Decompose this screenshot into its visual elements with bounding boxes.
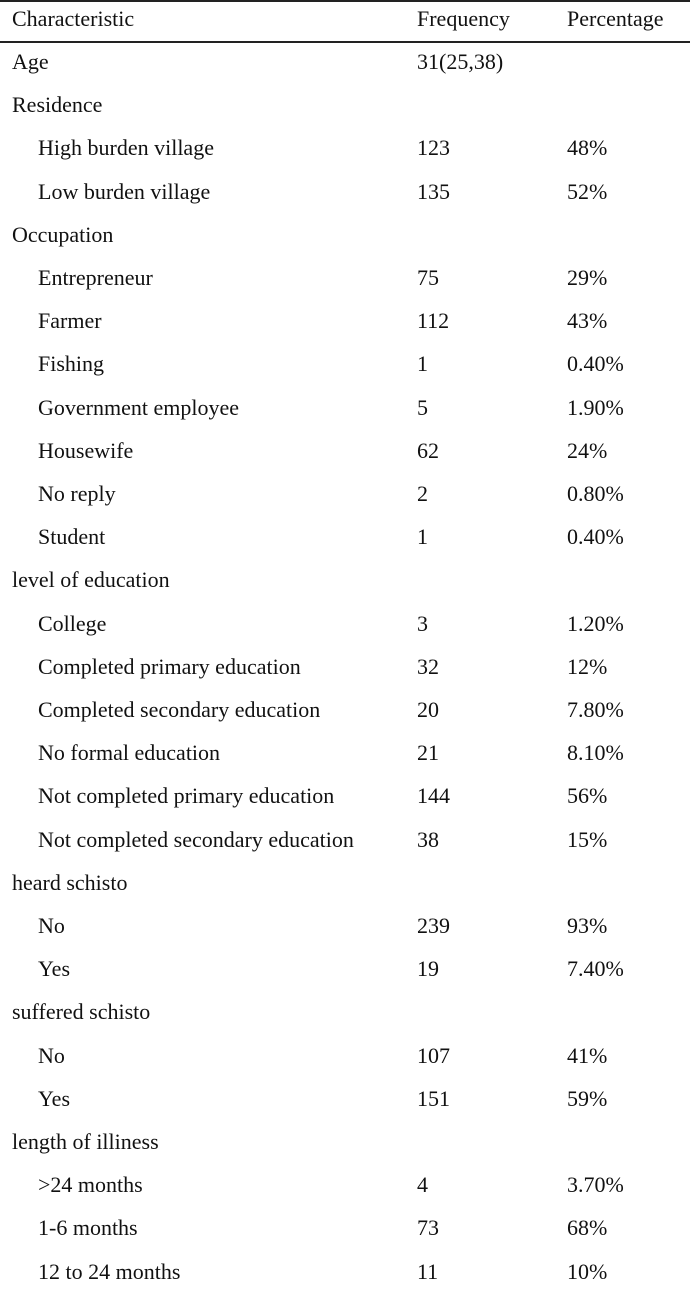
table-row: [0, 389, 690, 432]
row-frequency: 38: [417, 826, 439, 852]
table-row: [0, 907, 690, 950]
row-percentage: 68%: [567, 1215, 608, 1241]
row-percentage: 56%: [567, 783, 608, 809]
row-label: Not completed primary education: [38, 783, 335, 809]
row-percentage: 29%: [567, 265, 608, 290]
row-percentage: 3.70%: [567, 1172, 624, 1198]
row-frequency: 11: [417, 1258, 439, 1284]
row-frequency: 123: [417, 135, 450, 161]
table-row: [0, 605, 690, 648]
row-label: Government employee: [38, 394, 239, 420]
row-label: Student: [38, 524, 106, 550]
section-label: length of illiness: [12, 1129, 159, 1154]
row-frequency: 144: [417, 783, 450, 809]
table-row: [0, 691, 690, 734]
table-row: [0, 475, 690, 518]
row-percentage: 7.40%: [567, 956, 624, 982]
table-row: [0, 216, 690, 259]
row-frequency: 2: [417, 481, 428, 506]
row-frequency: 73: [417, 1215, 439, 1241]
table-row: [0, 561, 690, 604]
row-label: Yes: [38, 1085, 71, 1111]
row-label: Entrepreneur: [38, 265, 153, 290]
row-label: Completed primary education: [38, 653, 301, 679]
row-percentage: 52%: [567, 178, 608, 204]
table-row: [0, 43, 690, 86]
row-percentage: 0.40%: [567, 351, 624, 377]
table-row: [0, 1209, 690, 1252]
row-frequency: 75: [417, 265, 439, 290]
table-row: [0, 1253, 690, 1296]
row-frequency: 31(25,38): [417, 49, 504, 74]
row-percentage: 43%: [567, 308, 608, 334]
row-frequency: 1: [417, 351, 428, 377]
row-frequency: 62: [417, 437, 439, 463]
row-frequency: 32: [417, 653, 439, 679]
row-frequency: 107: [417, 1042, 450, 1068]
row-label: No: [38, 1042, 65, 1068]
header-frequency: Frequency: [417, 6, 510, 31]
row-label: No: [38, 913, 65, 938]
row-label: 1-6 months: [38, 1215, 138, 1241]
table-row: [0, 302, 690, 345]
table-row: [0, 518, 690, 561]
row-frequency: 135: [417, 178, 450, 204]
table-row: [0, 1166, 690, 1209]
section-label: suffered schisto: [12, 999, 151, 1025]
row-percentage: 41%: [567, 1042, 608, 1068]
row-percentage: 12%: [567, 653, 608, 679]
row-percentage: 93%: [567, 913, 608, 938]
table-row: [0, 777, 690, 820]
table-row: [0, 821, 690, 864]
row-percentage: 15%: [567, 826, 608, 852]
table-row: [0, 432, 690, 475]
row-frequency: 151: [417, 1085, 450, 1111]
table-row: [0, 993, 690, 1036]
table-row: [0, 86, 690, 129]
row-percentage: 1.20%: [567, 610, 624, 636]
row-frequency: 3: [417, 610, 428, 636]
table-row: [0, 173, 690, 216]
header-characteristic: Characteristic: [12, 6, 135, 31]
section-label: level of education: [12, 567, 170, 593]
table-row: [0, 1123, 690, 1166]
row-frequency: 20: [417, 697, 439, 722]
row-percentage: 59%: [567, 1085, 608, 1111]
section-label: Residence: [12, 92, 103, 118]
header-percentage: Percentage: [567, 6, 664, 31]
table-row: [0, 1037, 690, 1080]
row-label: 12 to 24 months: [38, 1258, 181, 1284]
row-label: High burden village: [38, 135, 214, 161]
table-row: [0, 734, 690, 777]
table-row: [0, 259, 690, 302]
row-percentage: 24%: [567, 437, 608, 463]
row-frequency: 4: [417, 1172, 428, 1198]
row-percentage: 7.80%: [567, 697, 624, 722]
row-label: Not completed secondary education: [38, 826, 354, 852]
row-label: Fishing: [38, 351, 105, 377]
row-frequency: 21: [417, 740, 439, 766]
row-percentage: 48%: [567, 135, 608, 161]
section-label: heard schisto: [12, 869, 128, 895]
section-label: Age: [12, 49, 49, 74]
row-label: No formal education: [38, 740, 221, 766]
row-frequency: 239: [417, 913, 450, 938]
row-label: College: [38, 610, 107, 636]
row-label: Low burden village: [38, 178, 211, 204]
row-label: >24 months: [38, 1172, 143, 1198]
row-label: Housewife: [38, 437, 134, 463]
row-percentage: 10%: [567, 1258, 608, 1284]
row-label: No reply: [38, 481, 116, 506]
row-frequency: 5: [417, 394, 428, 420]
row-label: Completed secondary education: [38, 697, 321, 722]
row-frequency: 112: [417, 308, 450, 334]
row-percentage: 0.80%: [567, 481, 624, 506]
table-header-row: [0, 0, 690, 43]
table-row: [0, 345, 690, 388]
row-label: Farmer: [38, 308, 102, 334]
row-percentage: 8.10%: [567, 740, 624, 766]
table-row: [0, 950, 690, 993]
table-row: [0, 1080, 690, 1123]
table-row: [0, 864, 690, 907]
section-label: Occupation: [12, 221, 114, 247]
row-percentage: 0.40%: [567, 524, 624, 550]
table-row: [0, 129, 690, 172]
table-row: [0, 648, 690, 691]
row-label: Yes: [38, 956, 71, 982]
row-frequency: 19: [417, 956, 439, 982]
row-frequency: 1: [417, 524, 428, 550]
row-percentage: 1.90%: [567, 394, 624, 420]
